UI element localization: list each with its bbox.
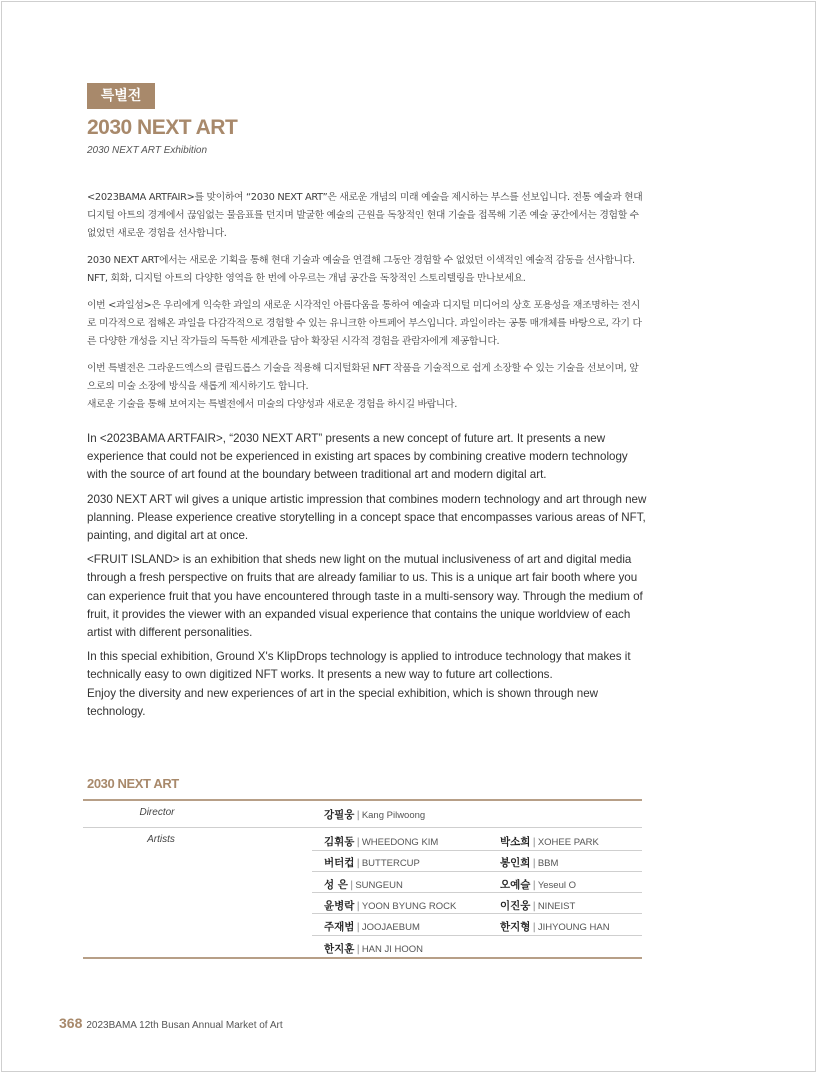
credits-row-rule [312, 935, 642, 936]
korean-paragraph-3: 이번 <과일섬>은 우리에게 익숙한 과일의 새로운 시각적인 아름다움을 통하여 예술과 디지털 미디어의 상호 포용성을 재조명하는 전시로 미각적으로 접해온 과일을 다감각적으로 경험할 수 있는 유니크한 아트페어 부스입니다. 과일이라는 공통 매개체를 바탕으로, 각기 다른 다양한 개성을 지닌 작가들의 독특한 세계관을 담아 확장된 시각적 경험을 관람자에게 제공합니다. [87, 300, 642, 347]
korean-paragraph-4: 이번 특별전은 그라운드엑스의 클립드롭스 기술을 적용해 디지털화된 NFT 작품을 기술적으로 쉽게 소장할 수 있는 기술을 선보이며, 앞으로의 미술 소장에 방식을 새롭게 제시하기도 합니다. 새로운 기술을 통해 보여지는 특별전에서 미술의 다양성과 새로운 경험을 하시길 바랍니다. [87, 363, 639, 410]
person-name-ko: 윤병락 [324, 900, 355, 912]
person-name-ko: 김휘동 [324, 836, 355, 848]
name-separator: | [532, 880, 536, 891]
person-name-en: HAN JI HOON [361, 944, 424, 955]
korean-paragraph-2: 2030 NEXT ART에서는 새로운 기획을 통해 현대 기술과 예술을 연결해 그동안 경험할 수 없었던 이색적인 예술적 감동을 선사합니다. NFT, 회화, 디지털 아트의 다양한 영역을 한 번에 아우르는 개념 공간을 독창적인 스토리텔링을 만나보세요. [87, 255, 635, 284]
page-title: 2030 NEXT ART [87, 116, 238, 139]
name-separator: | [532, 922, 536, 933]
korean-paragraph-1: <2023BAMA ARTFAIR>를 맞이하여 “2030 NEXT ART”은 새로운 개념의 미래 예술을 제시하는 부스를 선보입니다. 전통 예술과 현대 디지털 아트의 경계에서 끊임없는 물음표를 던지며 발굴한 예술의 근원을 독창적인 현대 기술을 접목해 기존 예술 공간에서는 경험할 수 없었던 새로운 경험을 선사합니다. [87, 192, 643, 239]
artist-entry [324, 898, 456, 913]
person-name-ko: 봉인희 [500, 857, 531, 869]
person-name-ko: 성 은 [324, 879, 348, 891]
artist-entry [500, 898, 575, 913]
person-name-en: WHEEDONG KIM [361, 837, 439, 848]
person-name-ko: 오예슬 [500, 879, 531, 891]
credits-row-rule [312, 892, 642, 893]
person-name-en: SUNGEUN [355, 880, 403, 891]
credits-row-rule [312, 913, 642, 914]
artist-entry [324, 834, 438, 849]
director-label: Director [139, 807, 175, 818]
name-separator: | [356, 837, 360, 848]
name-separator: | [356, 901, 360, 912]
english-paragraph-1: In <2023BAMA ARTFAIR>, “2030 NEXT ART” presents a new concept of future art. It presents a new experience that could not be experienced in existing art spaces by combining creative modern technology with the source of art found at the boundary between traditional art and modern digital art. [87, 432, 628, 482]
english-paragraph-3: <FRUIT ISLAND> is an exhibition that sheds new light on the mutual inclusiveness of art and digital media through a fresh perspective on fruits that are already familiar to us. This is a unique art fair booth where you can experience fruit that you have encountered through taste in a multi-sensory way. Through the medium of fruit, it provides the viewer with an expanded visual experience that contains the unique worldview of each artist with different personalities. [87, 553, 643, 640]
name-separator: | [356, 858, 360, 869]
artist-entry [500, 877, 576, 892]
person-name-en: XOHEE PARK [537, 837, 599, 848]
person-name-ko: 강필웅 [324, 809, 355, 821]
artist-entry [324, 877, 403, 892]
credits-top-rule [83, 799, 642, 801]
page-subtitle: 2030 NEXT ART Exhibition [87, 145, 208, 156]
artists-label: Artists [147, 834, 175, 845]
name-separator: | [356, 922, 360, 933]
person-name-en: Yeseul O [537, 880, 577, 891]
person-name-en: JOOJAEBUM [361, 922, 420, 933]
name-separator: | [532, 901, 536, 912]
name-separator: | [356, 944, 360, 955]
person-name-ko: 이진웅 [500, 900, 531, 912]
page-footer [59, 1015, 283, 1033]
english-paragraph-2: 2030 NEXT ART wil gives a unique artistic impression that combines modern technology and art through new planning. Please experience creative storytelling in a concept space that encompasses various areas of NFT, painting, and digital art at once. [87, 492, 647, 543]
footer-text: 2023BAMA 12th Busan Annual Market of Art [86, 1020, 283, 1031]
person-name-en: NINEIST [537, 901, 576, 912]
name-separator: | [349, 880, 354, 891]
credits-title: 2030 NEXT ART [87, 776, 179, 791]
person-name-en: BUTTERCUP [361, 858, 420, 869]
name-separator: | [532, 837, 536, 848]
person-name-ko: 주재범 [324, 921, 355, 933]
english-paragraph-4: In this special exhibition, Ground X's KlipDrops technology is applied to introduce technology that makes it technically easy to own digitized NFT works. It presents a new way to future art collections. Enjoy the diversity and new experiences of art in the special exhibition, which is shown through new technology. [87, 650, 631, 718]
artist-entry [324, 941, 423, 956]
credits-row-rule [312, 871, 642, 872]
person-name-en: YOON BYUNG ROCK [361, 901, 457, 912]
page-number: 368 [59, 1015, 83, 1031]
artist-entry [324, 855, 420, 870]
credits-divider [83, 827, 642, 828]
credits-bottom-rule [83, 957, 642, 959]
person-name-en: BBM [537, 858, 559, 869]
person-name-ko: 버터컵 [324, 857, 355, 869]
person-name-en: JIHYOUNG HAN [537, 922, 610, 933]
name-separator: | [532, 858, 536, 869]
korean-body [87, 189, 647, 423]
credits-row-rule [312, 850, 642, 851]
artist-entry [500, 919, 610, 934]
english-body [87, 430, 649, 727]
artist-entry [324, 919, 420, 934]
person-name-ko: 한지형 [500, 921, 531, 933]
person-name-ko: 한지훈 [324, 943, 355, 955]
artist-entry [500, 855, 558, 870]
name-separator: | [356, 810, 360, 821]
person-name-en: Kang Pilwoong [361, 810, 426, 821]
category-tag: 특별전 [87, 83, 155, 109]
artist-entry [500, 834, 599, 849]
person-name-ko: 박소희 [500, 836, 531, 848]
director-entry [324, 807, 425, 822]
